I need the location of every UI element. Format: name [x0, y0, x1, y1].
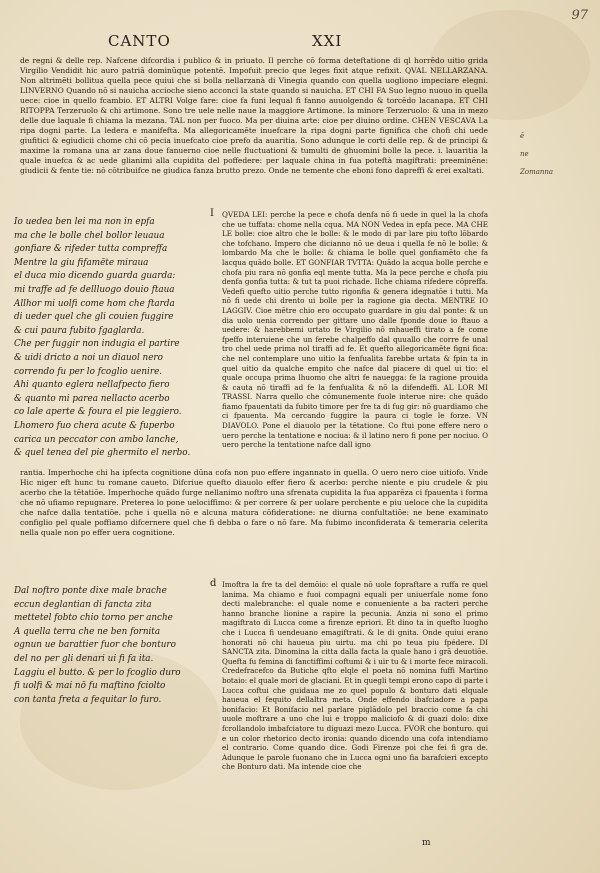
- verse-line: ma che le bolle chel bollor leuaua: [14, 230, 165, 241]
- margin-note: ne: [520, 150, 529, 158]
- verse-line: Lhomero fuo chera acute & fuperbo: [14, 420, 175, 431]
- initial-letter: d: [210, 578, 217, 589]
- verse-line: Mentre la giu fifamēte miraua: [14, 257, 149, 268]
- verse-line: A quella terra che ne ben fornita: [14, 626, 161, 637]
- folio-number: 97: [571, 8, 588, 23]
- commentary-right-column: QVEDA LEI: perche la pece e chofa denfa nō fi uede in quel la la chofa che ue tuffata: chome nella cqua. MA NON Vedea in epfa pece. MA CHE LE bolle: cioe altro che le bolle: & le modo di par lare piu tofto lōbardo che tofchano. Impero che dicianno nō ue deua i quella fe nō le bolle: & lombardo Ma che le bolle: & chiama le bolle quel gonfiamēto che fa lacqua quādo bolle. ET GONFIAR TVTTA: Quādo la acqua bolle perche e chofa piu rara nō gonfia eql mente tutta. Ma la pece perche e chofa piu denfa gonfia tutta: & tut ta puoi richade. Ilche chiama rifedere cōpreffa. Vedefi quefto uitio perche tutto rigonfia & genera idegnatōe i tutti. Ma nō fi uede chi drento ui bolle per la ragione gia decta. MENTRE IO LAGGIV. Cioe mētre chio ero occupato guardare in giu dal ponte: & un dia uolo uenia correndo per gittare uno dalle fponde doue io ftauo a uedere: & harebbemi urtato fe Virgilio nō mhaueffi tirato a fe come fpeffo interuiene che un ferebe chalpeffo dal quuallo che corre fe unal tro chel uede prima nol tiraffi ad fe. Et quefto allegoricamēte figni fica: che nel contemplare uno uitio la fenfualita farebbe urtata & fpin ta in quel uitio da qualche empito che nafce dal piacere di quel ui tio: el quale occupa prima lhuomo che altri fe nauegga: fe la ragione prouida & cauta nō tiraffi ad fe la fenfualita & nō la difendeffi. AL LOR MI TRASSI. Narra quello che cōmunemente fuole interue nire: che quādo fiamo fpauentati da fubito timore per fre ta di fug gir: nō guardiamo che ci fpauenta. Ma cercando fuggire la paura ci togle le forze. VN DIAVOLO. Pone el diauolo per la tētatione. Co ftui pone effere nero o uero perche la tentatione e nociua: & il latino nero fi pone per nociuo. O uero perche la tentatione nafce dall igno: [222, 210, 488, 450]
- commentary-top: de regni & delle rep. Nafcene difcordia i publico & in priuato. Il perche cō forma deteftatione di ql horrēdo uitio grida Virgilio Vendidit hic auro patriā dominūque potentē. Impofuit precio que leges fixit atque refixit. QVAL NELLARZANA. Non altrimēti bollitua quella pece quiui che si bolla nellarzanà di Vinegia quando con quella uogliono impeciare elegni. LINVERNO Quando nō si nauicha accioche sieno acconci la state quando si nauicha. ET CHI FA Suo legno nuouo in quella uece: cioe in quello fcambio. ET ALTRI Volge fare: cioe fa funi lequal fi fanno auuolgendo & torcēdo lacanapa. ET CHI RITOPPA Terzeruolo & chi artimone. Sono tre uele nelle naue la maggiore Artimone. la minore Terzeruolo: & una in mezo delle due laquale fi chiama la mezana. TAL non per fuoco. Ma per diuina arte: cioe per diuino ordine. CHEN VESCAVA La ripa dogni parte. La ledera e manifefta. Ma allegoricamēte inuefcare la ripa dogni parte fignifica che chofi chi uede giufitici & egiudicii chome chi cō pecia inuefcato cioe prefo da auaritia. Sono adunque le corti delle rep. & de principi & maxime la romana una ar zana doue fanuerno cioe nelle fluctuationi & tumulti de ghuomini bolle la pece. i. lauaritia la quale inuefca & ac uede glianimi alla cupidita del poffedere: per laquale china in fua poteftà magiftrati: preeminēne: giudicii & fente tie: nō cōtribuifce ne giudica fanza brutto prezo. Onde ne temente che eboni fono dapreffi & erei exaltati.: [20, 56, 488, 175]
- verse-block-1: [14, 216, 192, 461]
- canto-number: XXI: [312, 32, 343, 50]
- verse-line: el duca mio dicendo guarda guarda:: [14, 271, 176, 282]
- verse-line: Allhor mi uolfi come hom che ftarda: [14, 298, 175, 309]
- initial-letter: I: [210, 208, 214, 219]
- verse-line: correndo fu per lo fcoglio uenire.: [14, 366, 163, 377]
- verse-line: Ahi quanto eglera nellafpecto fiero: [14, 380, 170, 391]
- verse-line: Che per fuggir non indugia el partire: [14, 339, 180, 350]
- verse-line: con tanta freta a fequitar lo furo.: [14, 694, 162, 705]
- verse-line: Laggiu el butto. & per lo fcoglio duro: [14, 667, 181, 678]
- verse-line: del no per gli denari ui fi fa ita.: [14, 653, 154, 664]
- verse-line: & quel tenea del pie ghermito el nerbo.: [14, 448, 191, 459]
- commentary-lower: Imoftra la fre ta del demōio: el quale nō uole fopraftare a ruffa re quel lanima. Ma chiamo e fuoi compagni equali per uniuerfale nome fono decti malebranche: el quale nome e conueniente a ba racteri perche hanno branche lionine a rapire la pecunia. Anzia ni sono el primo magiftrato di Lucca come a firenze epriori. Et dino ta in quefto luogho che i Lucca fi uendeuano emagiftrati. & le di gnita. Onde quiui erano honorati nō chi haueua piu uirtu. ma chi po teua piu fpédere. DI SANCTA zita. Dinomina la citta dalla facta la quale hano i grā deuotiōe. Quefta fu femina di fanctiffimi coftumi & i uir tu & i morte fece miracoli. Credefracefco da Butiche qfto elqle el poeta nō nomina fuffi Martino botaio: el quale mori de glaciani. Et in quegli tempi erono capo di parte i Lucca coftui che guidaua me zo quel populo & bonturo dati elquale haueua el fequito dellaltra meta. Onde effendo ibafciadore a papa bonifacio: Et Bonifacio nel parlare piglādolo pel braccio come fa chi uuole moftrare a uno che lui e troppo maliciofo & di guazi dolo: dixe fcrollandolo imbafciatore tu diguazi mezo Lucca. FVOR che bonturo. qui e un color rhetorico decto ironia: quando dicendo una cofa intendiamo el contrario. Come quando dice. Godi Firenze poi che fei fi gra de. Adunque le parole fuonano che in Lucca ogni uno fia barafcieri excepto che Bonturo dati. Ma intende cioe che: [222, 580, 488, 772]
- verse-line: co lale aperte & foura el pie leggiero.: [14, 407, 182, 418]
- verse-line: & quanto mi parea nellacto acerbo: [14, 393, 170, 404]
- signature-mark: m: [422, 838, 431, 848]
- verse-line: mi traffe ad fe dellluogo douio ftaua: [14, 284, 175, 295]
- margin-note: ē: [520, 132, 525, 140]
- verse-line: eccun deglantian di fancta zita: [14, 599, 152, 610]
- verse-line: gonfiare & rifeder tutta compreffa: [14, 244, 168, 255]
- verse-line: & uidi dricto a noi un diauol nero: [14, 352, 163, 363]
- commentary-middle: rantia. Imperhoche chi ha ipfecta cognitione dūna cofa non puo effere ingannato in quella. O uero nero cioe uitiofo. Vnde Hic niger eft hunc tu romane caueto. Difcriue quefto diauolo effer fiero & acerbo: perche niente e piu crudele & piu acerbo che la tētatiōe. Imperhoche quādo furge nellanimo noftro una sfrenata cupidita la fua apparēza ci fpauenta i forma che nō ufiamo repugnare. Preterea lo pone uelociffimo: & per correre & per uolare perchente e piu ueloce che la cupidita che nafce dalla tentatiōe. pche i quella nō e alcuna matura cōfideratione: ne diurna confultatiōe: ne bene examinato configlio pel quale poffiamo difcernere quel che fi debba o fare o nō fare. Ma fubimo inconfiderata & temeraria celerita nella quale non po effer uera cognitione.: [20, 468, 488, 537]
- verse-line: & cui paura fubito fgaglarda.: [14, 325, 145, 336]
- verse-line: carica un peccator con ambo lanche,: [14, 434, 179, 445]
- verse-line: mettetel fobto chio torno per anche: [14, 613, 173, 624]
- verse-line: fi uolfi & mai nō fu maftino fciolto: [14, 681, 166, 692]
- verse-line: ognun ue barattier fuor che bonturo: [14, 640, 176, 651]
- verse-block-2: [14, 585, 192, 707]
- verse-line: Dal noftro ponte dixe male brache: [14, 586, 167, 596]
- verse-line: di ueder quel che gli couien fuggire: [14, 312, 174, 323]
- canto-label: CANTO: [108, 32, 171, 50]
- verse-line: Io uedea ben lei ma non in epfa: [14, 217, 155, 227]
- margin-note: Zomanna: [520, 168, 554, 176]
